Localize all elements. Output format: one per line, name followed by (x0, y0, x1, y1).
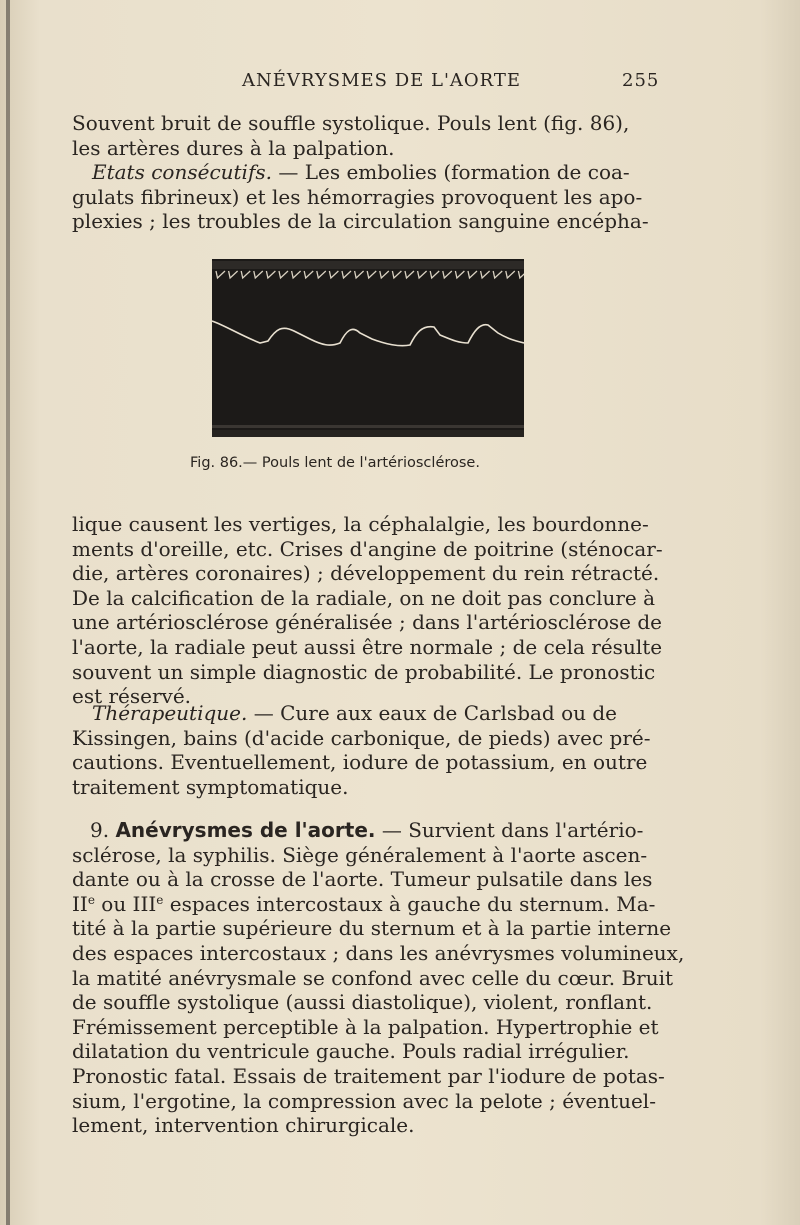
text-fragment: II (72, 891, 88, 916)
text-line (72, 701, 672, 726)
section-heading-therapeutique: Thérapeutique. (92, 701, 248, 725)
text-line: des espaces intercostaux ; dans les anévrysmes volumineux, (72, 940, 685, 965)
paragraph-therapeutique (72, 701, 672, 799)
text-fragment: — Cure aux eaux de Carlsbad ou de (247, 701, 617, 725)
text-line: de souffle systolique (aussi diastolique), violent, ronflant. (72, 990, 653, 1015)
pulse-tracing-figure (212, 259, 524, 437)
pulse-tracing-graphic (212, 259, 524, 437)
text-fragment: ou III (94, 891, 157, 916)
text-line: sium, l'ergotine, la compression avec la pelote ; éventuel- (72, 1088, 656, 1113)
text-line: gulats fibrineux) et les hémorragies provoquent les apo- (72, 184, 643, 209)
text-line: cautions. Eventuellement, iodure de potassium, en outre (72, 750, 648, 775)
figure-caption: Fig. 86.— Pouls lent de l'artériosclérose. (190, 455, 480, 471)
text-fragment: espaces intercostaux à gauche du sternum. Ma- (163, 891, 656, 916)
running-header (0, 70, 800, 98)
text-fragment: — Survient dans l'artério- (375, 818, 644, 842)
superscript: e (87, 892, 95, 907)
text-line: lique causent les vertiges, la céphalalgie, les bourdonne- (72, 512, 649, 536)
text-line (72, 818, 672, 843)
section-heading-anevrysmes: Anévrysmes de l'aorte. (115, 818, 376, 842)
text-line: dante ou à la crosse de l'aorte. Tumeur pulsatile dans les (72, 867, 653, 892)
paragraph-symptoms (72, 111, 672, 160)
text-line: tité à la partie supérieure du sternum et à la partie interne (72, 916, 672, 941)
text-line: Souvent bruit de souffle systolique. Pouls lent (fig. 86), (72, 111, 630, 135)
text-line: plexies ; les troubles de la circulation sanguine encépha- (72, 209, 649, 234)
running-title: ANÉVRYSMES DE L'AORTE (242, 70, 522, 91)
text-line: dilatation du ventricule gauche. Pouls radial irrégulier. (72, 1039, 630, 1064)
book-spine-shadow (6, 0, 10, 1225)
text-line: une artériosclérose généralisée ; dans l'artériosclérose de (72, 610, 662, 635)
text-line: Frémissement perceptible à la palpation. Hypertrophie et (72, 1014, 659, 1039)
text-line: les artères dures à la palpation. (72, 135, 395, 160)
text-line: ments d'oreille, etc. Crises d'angine de poitrine (sténocar- (72, 536, 663, 561)
text-line: sclérose, la syphilis. Siège généralement à l'aorte ascen- (72, 842, 648, 867)
section-heading-etats: Etats consécutifs. (92, 160, 272, 184)
text-line: De la calcification de la radiale, on ne doit pas conclure à (72, 585, 656, 610)
text-line (72, 160, 672, 185)
section-9-aneurysms (72, 818, 685, 1138)
text-line: Pronostic fatal. Essais de traitement par l'iodure de potas- (72, 1063, 665, 1088)
text-line: souvent un simple diagnostic de probabilité. Le pronostic (72, 659, 656, 684)
text-fragment: — Les embolies (formation de coa- (271, 160, 630, 184)
text-line: lement, intervention chirurgicale. (72, 1113, 415, 1138)
page-number: 255 (622, 70, 660, 91)
text-line: la matité anévrysmale se confond avec celle du cœur. Bruit (72, 965, 674, 990)
text-line: traitement symptomatique. (72, 774, 349, 799)
text-line: est réservé. (72, 684, 192, 709)
paragraph-consequences (72, 512, 672, 709)
superscript: e (156, 892, 164, 907)
section-number: 9. (90, 818, 110, 842)
text-line (72, 892, 672, 917)
text-line: die, artères coronaires) ; développement du rein rétracté. (72, 561, 660, 586)
paragraph-etats-consecutifs (72, 160, 672, 234)
text-line: l'aorte, la radiale peut aussi être normale ; de cela résulte (72, 634, 663, 659)
text-line: Kissingen, bains (d'acide carbonique, de pieds) avec pré- (72, 725, 651, 750)
